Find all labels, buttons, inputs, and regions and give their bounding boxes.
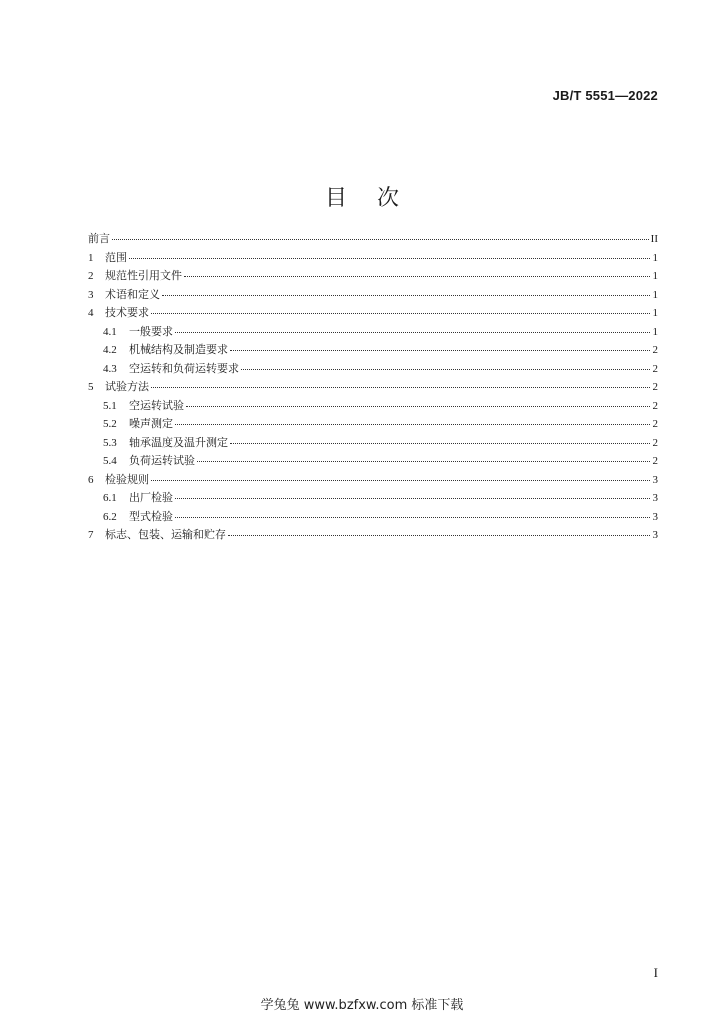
toc-entry-page: 1 — [652, 325, 658, 338]
toc-entry-number: 5.1 — [103, 399, 117, 412]
toc-entry-page: 2 — [652, 362, 658, 375]
toc-entry-number: 4 — [88, 307, 94, 319]
toc-entry-label: 标志、包装、运输和贮存 — [105, 528, 226, 541]
dot-leader — [228, 534, 650, 536]
dot-leader — [241, 368, 650, 370]
dot-leader — [175, 331, 650, 333]
toc-entry-number: 5.3 — [103, 436, 117, 449]
dot-leader — [151, 386, 650, 388]
dot-leader — [197, 460, 650, 462]
toc-entry[interactable] — [88, 360, 658, 379]
toc-entry-page: 2 — [652, 418, 658, 430]
toc-entry-label: 术语和定义 — [105, 287, 160, 301]
toc-entry-label: 范围 — [105, 250, 127, 264]
toc-entry[interactable] — [88, 267, 658, 286]
toc-entry-number: 5.4 — [103, 455, 117, 467]
toc-entry-label: 试验方法 — [105, 380, 149, 393]
toc-entry[interactable] — [88, 249, 658, 268]
dot-leader — [184, 275, 650, 277]
dot-leader — [230, 442, 650, 444]
toc-entry[interactable] — [88, 508, 658, 527]
toc-entry-page: 2 — [652, 344, 658, 356]
toc-entry-number: 6.1 — [103, 492, 117, 504]
toc-entry-label: 负荷运转试验 — [129, 454, 195, 467]
toc-entry-page: 3 — [652, 492, 658, 504]
dot-leader — [162, 294, 650, 296]
toc-entry-number: 6.2 — [103, 510, 117, 523]
toc-entry-label: 规范性引用文件 — [105, 269, 182, 282]
page-title: 目次 — [324, 185, 429, 211]
dot-leader — [129, 257, 650, 259]
page-number: I — [653, 965, 658, 980]
toc-entry-page: II — [650, 233, 658, 245]
toc-entry-page: 2 — [652, 455, 658, 467]
dot-leader — [175, 497, 650, 499]
toc-entry-label: 空运转和负荷运转要求 — [129, 361, 239, 375]
toc-entry-number: 2 — [88, 270, 94, 282]
toc-entry-label: 检验规则 — [105, 472, 149, 486]
table-of-contents — [88, 230, 658, 545]
toc-entry-label: 出厂检验 — [129, 491, 173, 504]
toc-entry[interactable] — [88, 452, 658, 471]
toc-entry-label: 型式检验 — [129, 509, 173, 523]
toc-entry-number: 4.1 — [103, 325, 117, 338]
toc-entry-page: 1 — [652, 270, 658, 282]
toc-entry-page: 1 — [652, 251, 658, 264]
toc-entry[interactable] — [88, 434, 658, 453]
toc-entry-label: 噪声测定 — [129, 417, 173, 430]
toc-entry[interactable] — [88, 323, 658, 342]
dot-leader — [112, 238, 649, 240]
toc-entry-label: 轴承温度及温升测定 — [129, 435, 228, 449]
toc-entry-number: 7 — [88, 529, 94, 541]
dot-leader — [175, 423, 650, 425]
dot-leader — [151, 312, 650, 314]
toc-entry-page: 2 — [652, 381, 658, 393]
toc-entry[interactable] — [88, 526, 658, 545]
toc-entry-page: 1 — [652, 307, 658, 319]
toc-entry-page: 1 — [652, 288, 658, 301]
toc-entry[interactable] — [88, 286, 658, 305]
toc-entry-number: 3 — [88, 288, 94, 301]
dot-leader — [186, 405, 650, 407]
toc-entry[interactable] — [88, 397, 658, 416]
watermark: 学兔兔 www.bzfxw.com 标准下载 — [260, 998, 464, 1013]
dot-leader — [230, 349, 650, 351]
toc-entry[interactable] — [88, 341, 658, 360]
toc-entry[interactable] — [88, 378, 658, 397]
toc-entry-label: 前言 — [88, 232, 110, 245]
toc-entry[interactable] — [88, 471, 658, 490]
toc-entry[interactable] — [88, 304, 658, 323]
toc-entry-label: 机械结构及制造要求 — [129, 343, 228, 356]
standard-code: JB/T 5551—2022 — [552, 88, 658, 103]
dot-leader — [175, 516, 650, 518]
toc-entry-label: 技术要求 — [105, 306, 149, 319]
toc-entry-number: 5 — [88, 381, 94, 393]
toc-entry-number: 6 — [88, 473, 94, 486]
toc-entry-number: 1 — [88, 251, 94, 264]
toc-entry-number: 4.3 — [103, 362, 117, 375]
toc-entry-number: 4.2 — [103, 344, 117, 356]
toc-entry-page: 2 — [652, 399, 658, 412]
dot-leader — [151, 479, 650, 481]
toc-entry-page: 3 — [652, 473, 658, 486]
toc-entry-number: 5.2 — [103, 418, 117, 430]
toc-entry-page: 2 — [652, 436, 658, 449]
toc-entry-label: 空运转试验 — [129, 398, 184, 412]
toc-entry-page: 3 — [652, 529, 658, 541]
toc-entry[interactable] — [88, 489, 658, 508]
toc-entry-label: 一般要求 — [129, 324, 173, 338]
toc-entry[interactable] — [88, 230, 658, 249]
toc-entry-page: 3 — [652, 510, 658, 523]
toc-entry[interactable] — [88, 415, 658, 434]
